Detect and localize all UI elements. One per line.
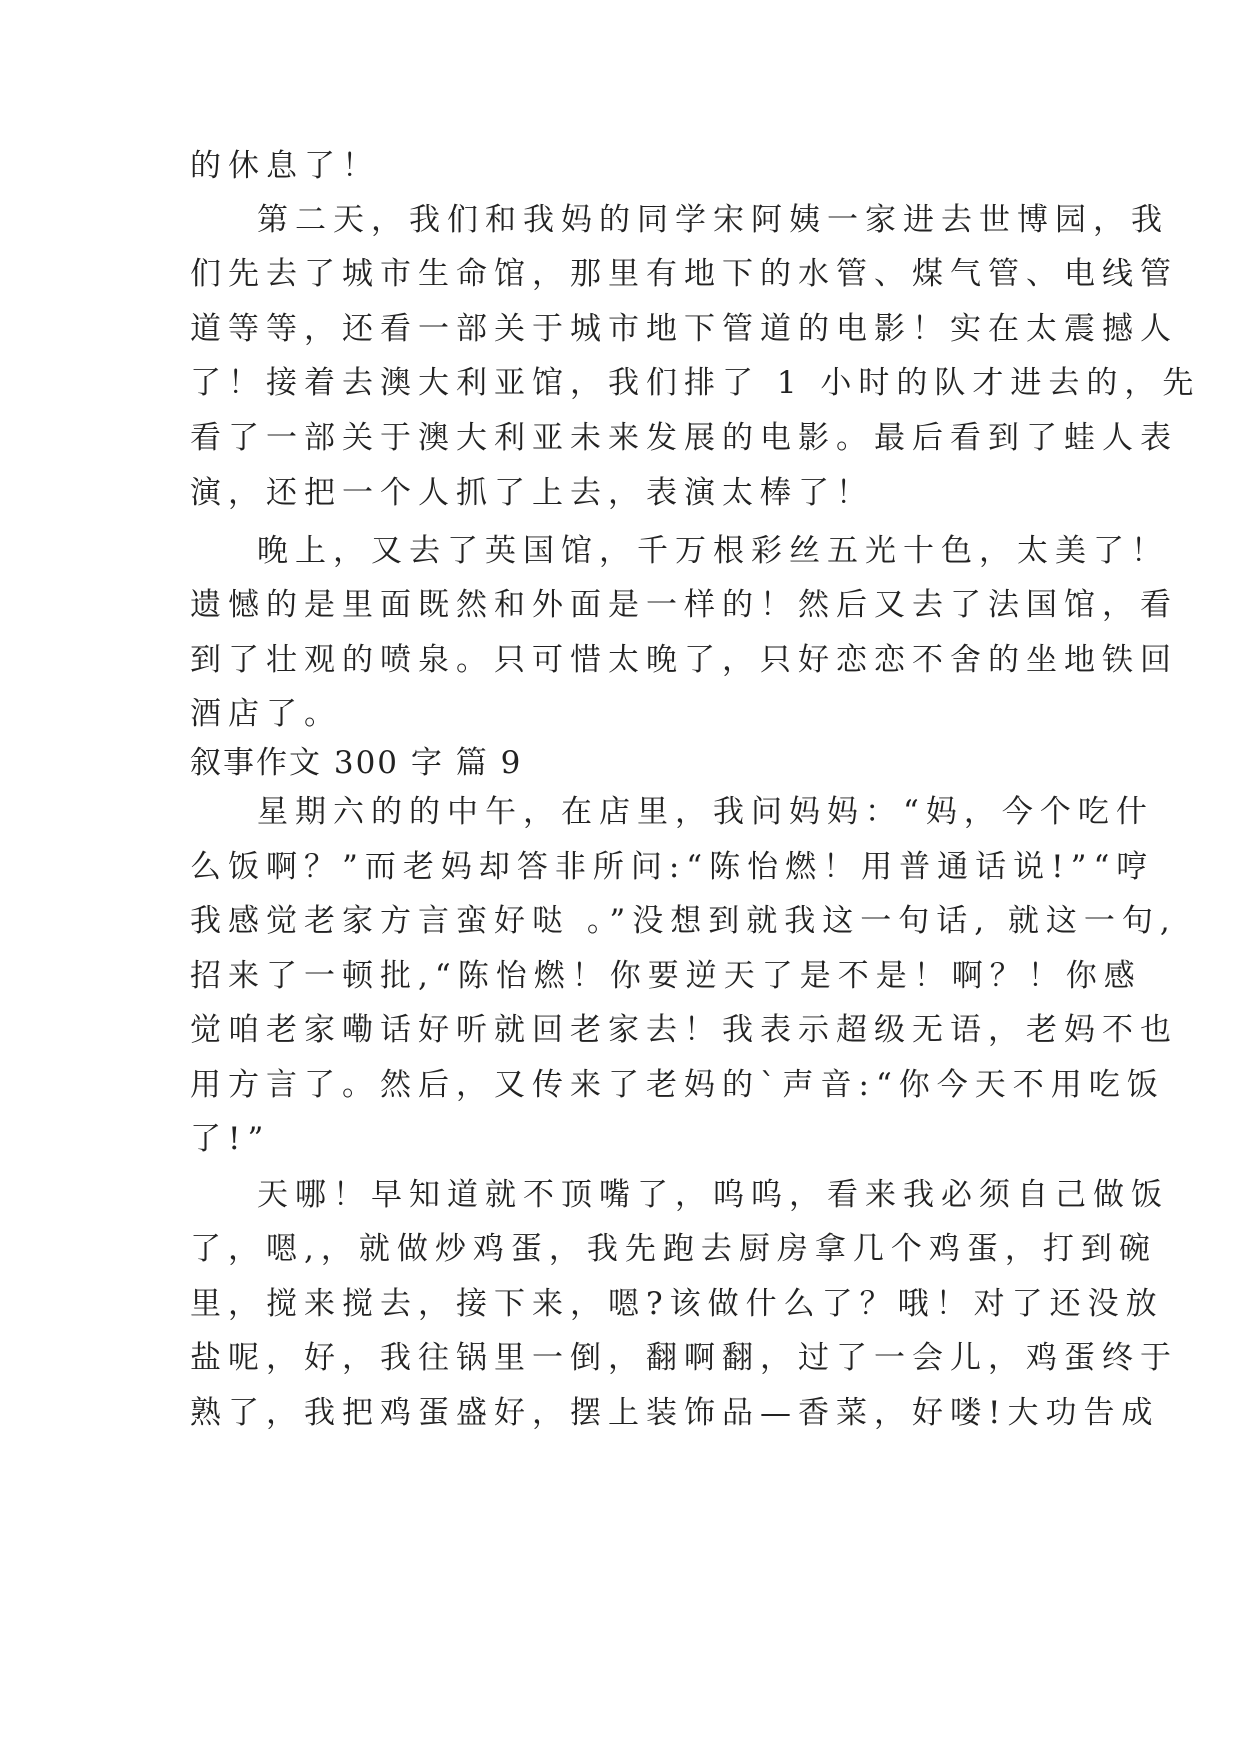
- text-line: 了!”: [190, 1121, 271, 1157]
- paragraph-first-line: 天哪！早知道就不顶嘴了，呜呜，看来我必须自己做饭: [257, 1177, 1169, 1213]
- text-line: 了，嗯,，就做炒鸡蛋，我先跑去厨房拿几个鸡蛋，打到碗: [190, 1231, 1157, 1267]
- text-line: 里，搅来搅去，接下来，嗯?该做什么了？哦！对了还没放: [190, 1286, 1164, 1322]
- paragraph-first-line: 星期六的的中午，在店里，我问妈妈：“妈，今个吃什: [257, 794, 1154, 830]
- text-line: 到了壮观的喷泉。只可惜太晚了，只好恋恋不舍的坐地铁回: [190, 642, 1178, 678]
- text-line: 道等等，还看一部关于城市地下管道的电影！实在太震撼人: [190, 311, 1178, 347]
- paragraph-first-line: 晚上，又去了英国馆，千万根彩丝五光十色，太美了！: [257, 533, 1169, 569]
- text-line: 我感觉老家方言蛮好哒 。”没想到就我这一句话, 就这一句,: [190, 903, 1177, 939]
- text-line: 招来了一顿批,“陈怡燃！你要逆天了是不是！啊？！你感: [190, 958, 1142, 994]
- text-line: 用方言了。然后，又传来了老妈的`声音:“你今天不用吃饭: [190, 1067, 1165, 1103]
- text-line: 遗憾的是里面既然和外面是一样的！然后又去了法国馆，看: [190, 587, 1178, 623]
- text-line: 们先去了城市生命馆，那里有地下的水管、煤气管、电线管: [190, 256, 1178, 292]
- section-heading: 叙事作文 300 字 篇 9: [190, 745, 523, 781]
- text-line: 觉咱老家嘞话好听就回老家去！我表示超级无语，老妈不也: [190, 1012, 1178, 1048]
- text-line: 了！接着去澳大利亚馆，我们排了 1 小时的队才进去的，先: [190, 365, 1201, 401]
- text-line: 熟了，我把鸡蛋盛好，摆上装饰品—香菜，好喽!大功告成: [190, 1395, 1160, 1431]
- paragraph-first-line: 第二天，我们和我妈的同学宋阿姨一家进去世博园，我: [257, 202, 1169, 238]
- text-line: 看了一部关于澳大利亚未来发展的电影。最后看到了蛙人表: [190, 420, 1178, 456]
- text-line: 的休息了！: [190, 148, 380, 184]
- text-line: 演，还把一个人抓了上去，表演太棒了！: [190, 475, 874, 511]
- text-line: 酒店了。: [190, 696, 342, 732]
- text-line: 么饭啊？”而老妈却答非所问:“陈怡燃！用普通话说!”“哼: [190, 849, 1155, 885]
- text-line: 盐呢，好，我往锅里一倒，翻啊翻，过了一会儿，鸡蛋终于: [190, 1340, 1178, 1376]
